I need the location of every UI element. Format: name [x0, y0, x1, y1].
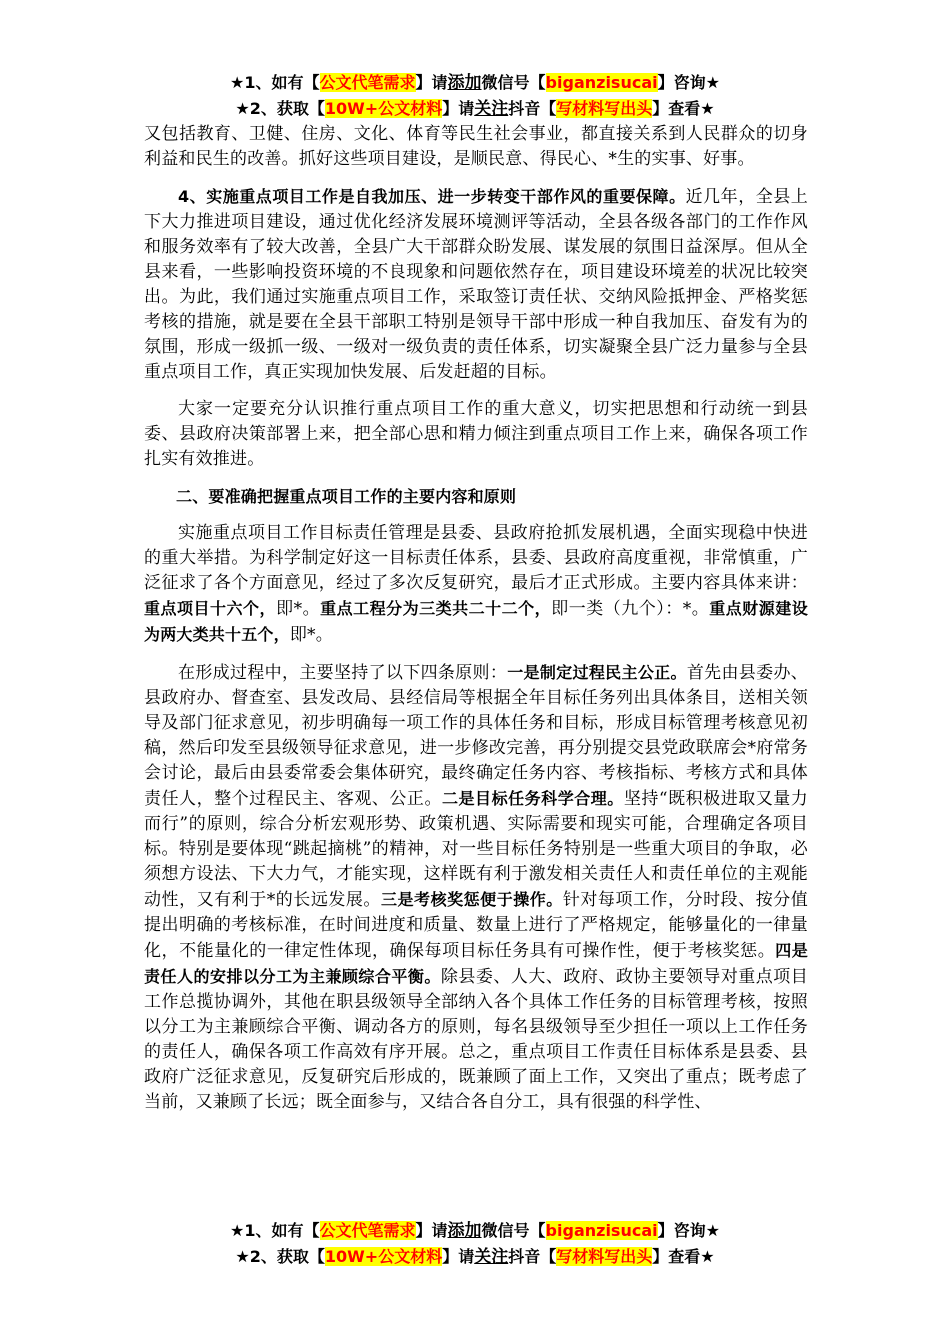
banner-douyin-id: 写材料写出头 [556, 1247, 653, 1266]
banner-text: 微信号【 [481, 73, 546, 92]
paragraph-text: 即*。 [276, 599, 321, 619]
bold-phrase: 二是目标任务科学合理。 [442, 789, 624, 808]
banner-text: 】查看★ [652, 99, 715, 118]
banner-text: ★1、如有【 [230, 1221, 320, 1240]
banner-text: 】请 [442, 1247, 475, 1266]
bold-phrase: 重点财源建设为两大类共十五个， [144, 599, 808, 644]
paragraph-text: 在形成过程中，主要坚持了以下四条原则： [178, 663, 508, 683]
banner-text: 抖音【 [508, 99, 557, 118]
banner-text: 】咨询★ [657, 1221, 720, 1240]
bold-phrase: 重点工程分为三类共二十二个， [320, 599, 552, 618]
footer-banner [0, 1218, 950, 1270]
bold-phrase: 三是考核奖惩便于操作。 [380, 890, 563, 909]
paragraph-text: 坚持“既积极进取又量力而行”的原则，综合分析宏观形势、政策机遇、实际需要和现实可能，合理确定各项目标。特别是要体现“跳起摘桃”的精神，对一些目标任务特别是一些重大项目的争取，必须想方设法、下大力气，才能实现，这样既有利于激发相关责任人和责任单位的主观能动性，又有利于*的长远发展。 [144, 789, 809, 910]
bold-lead: 4、实施重点项目工作是自我加压、进一步转变干部作风的重要保障。 [178, 187, 686, 206]
bold-phrase: 重点项目十六个， [144, 599, 277, 618]
paragraph-2 [144, 184, 808, 385]
paragraph-text: 近几年，全县上下大力推进项目建设，通过优化经济发展环境测评等活动，全县各级各部门的工作作风和服务效率有了较大改善，全县广大干部群众盼发展、谋发展的氛围日益深厚。但从全县来看，一些影响投资环境的不良现象和问题依然存在，项目建设环境差的状况比较突出。为此，我们通过实施重点项目工作，采取签订责任状、交纳风险抵押金、严格奖惩考核的措施，就是要在全县干部职工特别是领导干部中形成一种自我加压、奋发有为的氛围，形成一级抓一级、一级对一级负责的责任体系，切实凝聚全县广泛力量参与全县重点项目工作，真正实现加快发展、后发赶超的目标。 [144, 187, 808, 382]
banner-underline: 添加 [447, 73, 482, 93]
banner-highlight: 公文代笔需求 [319, 73, 416, 92]
banner-highlight: 10W+公文材料 [324, 1247, 443, 1266]
document-body [144, 122, 808, 1127]
banner-text: 】请 [442, 99, 475, 118]
banner-line-1 [0, 1218, 950, 1244]
banner-text: 抖音【 [508, 1247, 557, 1266]
banner-underline: 关注 [474, 1247, 509, 1267]
section-heading: 二、要准确把握重点项目工作的主要内容和原则 [176, 487, 517, 506]
banner-text: ★1、如有【 [230, 73, 320, 92]
bold-phrase: 一是制定过程民主公正。 [507, 663, 687, 682]
banner-wechat-id: biganzisucai [545, 1221, 658, 1240]
banner-text: ★2、获取【 [235, 99, 325, 118]
banner-text: ★2、获取【 [235, 1247, 325, 1266]
banner-underline: 添加 [447, 1221, 482, 1241]
paragraph-text: 实施重点项目工作目标责任管理是县委、县政府抢抓发展机遇，全面实现稳中快进的重大举措。为科学制定好这一目标责任体系，县委、县政府高度重视，非常慎重，广泛征求了各个方面意见，经过了多次反复研究，最后才正式形成。主要内容具体来讲： [144, 523, 808, 593]
paragraph-text: 除县委、人大、政府、政协主要领导对重点项目工作总揽协调外，其他在职县级领导全部纳入各个具体工作任务的目标管理考核，按照以分工为主兼顾综合平衡、调动各方的原则，每名县级领导至少担任一项以上工作任务的责任人，确保各项工作高效有序开展。总之，重点项目工作责任目标体系是县委、县政府广泛征求意见，反复研究后形成的，既兼顾了面上工作，又突出了重点；既考虑了当前，又兼顾了长远；既全面参与，又结合各自分工，具有很强的科学性、 [144, 967, 808, 1112]
paragraph-5 [144, 660, 808, 1115]
banner-highlight: 公文代笔需求 [319, 1221, 416, 1240]
header-banner [0, 70, 950, 122]
paragraph-text: 针对每项工作，分时段、按分值提出明确的考核标准，在时间进度和质量、数量上进行了严格规定，能够量化的一律量化，不能量化的一律定性体现，确保每项目标任务具有可操作性，便于考核奖惩。 [144, 890, 808, 961]
banner-text: 微信号【 [481, 1221, 546, 1240]
banner-underline: 关注 [474, 99, 509, 119]
banner-line-2 [0, 96, 950, 122]
banner-text: 】请 [415, 73, 448, 92]
paragraph-4 [144, 521, 808, 648]
banner-text: 】请 [415, 1221, 448, 1240]
paragraph-3: 大家一定要充分认识推行重点项目工作的重大意义，切实把思想和行动统一到县委、县政府决策部署上来，把全部心思和精力倾注到重点项目工作上来，确保各项工作扎实有效推进。 [144, 399, 808, 469]
banner-text: 】查看★ [652, 1247, 715, 1266]
bold-phrase: 四是责任人的安排以分工为主兼顾综合平衡。 [144, 941, 809, 986]
banner-wechat-id: biganzisucai [545, 73, 658, 92]
paragraph-text: 即*。 [289, 625, 333, 645]
paragraph-text: 即一类（九个）：*。 [551, 599, 710, 619]
banner-douyin-id: 写材料写出头 [556, 99, 653, 118]
banner-text: 】咨询★ [657, 73, 720, 92]
paragraph-text: 首先由县委办、县政府办、督查室、县发改局、县经信局等根据全年目标任务列出具体条目，送相关领导及部门征求意见，初步明确每一项工作的具体任务和目标，形成目标管理考核意见初稿，然后印发至县级领导征求意见，进一步修改完善，再分别提交县党政联席会*府常务会讨论，最后由县委常委会集体研究，最终确定任务内容、考核指标、考核方式和具体责任人，整个过程民主、客观、公正。 [144, 663, 808, 809]
paragraph-1: 又包括教育、卫健、住房、文化、体育等民生社会事业，都直接关系到人民群众的切身利益和民生的改善。抓好这些项目建设，是顺民意、得民心、*生的实事、好事。 [144, 124, 808, 169]
banner-highlight: 10W+公文材料 [324, 99, 443, 118]
banner-line-2 [0, 1244, 950, 1270]
banner-line-1 [0, 70, 950, 96]
